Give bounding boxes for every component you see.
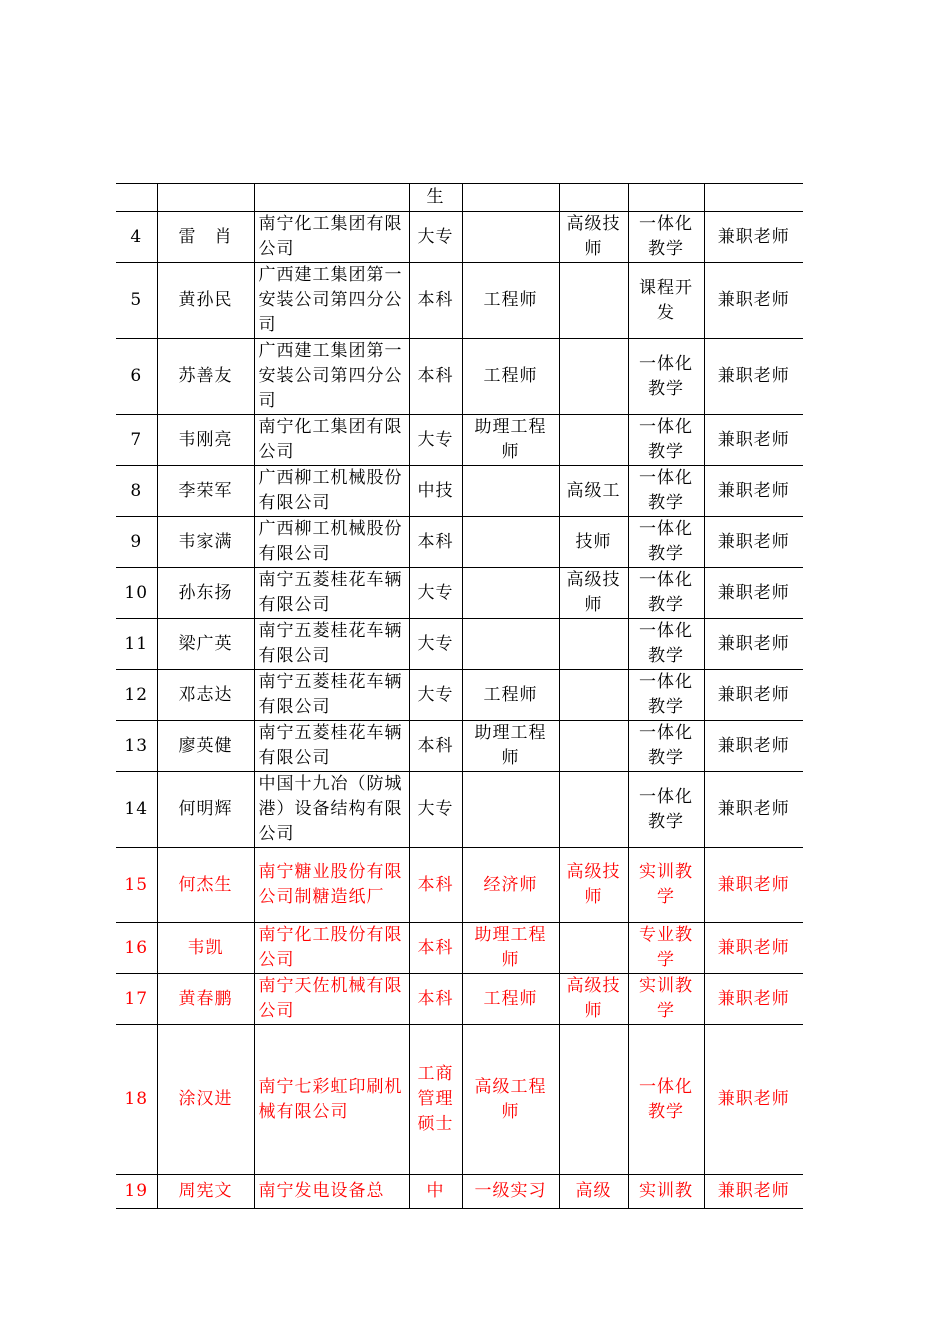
skill-level-cell: 高级工 xyxy=(559,466,628,517)
teaching-role-cell-text xyxy=(633,184,700,211)
professional-title-cell xyxy=(462,184,559,212)
education-cell-text: 中 xyxy=(426,1181,445,1201)
row-number: 15 xyxy=(116,848,157,923)
teaching-role-cell: 专业教学 xyxy=(628,923,704,974)
professional-title-cell: 助理工程师 xyxy=(462,415,559,466)
education-cell: 大专 xyxy=(409,568,462,619)
professional-title-cell xyxy=(462,517,559,568)
name-cell-text: 周宪文 xyxy=(178,1181,233,1201)
skill-level-cell: 高级技师 xyxy=(559,568,628,619)
row-number-text: 19 xyxy=(124,1181,149,1201)
table-row xyxy=(116,466,803,517)
table-row xyxy=(116,1175,803,1209)
company-cell: 广西柳工机械股份有限公司 xyxy=(254,517,409,568)
teacher-type-cell: 兼职老师 xyxy=(704,848,803,923)
table-row xyxy=(116,619,803,670)
skill-level-cell xyxy=(559,1175,628,1209)
teacher-type-cell: 兼职老师 xyxy=(704,974,803,1025)
skill-level-cell xyxy=(559,263,628,339)
name-cell-text xyxy=(162,184,250,211)
professional-title-cell xyxy=(462,619,559,670)
teaching-role-cell: 一体化教学 xyxy=(628,721,704,772)
teaching-role-cell: 一体化教学 xyxy=(628,1025,704,1175)
name-cell: 廖英健 xyxy=(157,721,254,772)
company-cell: 南宁五菱桂花车辆有限公司 xyxy=(254,568,409,619)
skill-level-cell xyxy=(559,1025,628,1175)
teacher-type-cell: 兼职老师 xyxy=(704,670,803,721)
table-row xyxy=(116,772,803,848)
company-cell xyxy=(254,1175,409,1209)
row-number xyxy=(116,1175,157,1209)
skill-level-cell-text: 高级 xyxy=(575,1181,612,1201)
company-cell-text xyxy=(259,184,405,211)
teaching-role-cell: 一体化教学 xyxy=(628,619,704,670)
teaching-role-cell: 一体化教学 xyxy=(628,772,704,848)
education-cell: 本科 xyxy=(409,848,462,923)
company-cell: 南宁化工集团有限公司 xyxy=(254,212,409,263)
company-cell-text: 南宁发电设备总 xyxy=(258,1181,385,1201)
professional-title-cell xyxy=(462,212,559,263)
skill-level-cell xyxy=(559,670,628,721)
professional-title-cell: 高级工程师 xyxy=(462,1025,559,1175)
company-cell xyxy=(254,184,409,212)
row-number: 12 xyxy=(116,670,157,721)
education-cell-text: 生 xyxy=(426,187,445,207)
teaching-role-cell xyxy=(628,1175,704,1209)
row-number: 16 xyxy=(116,923,157,974)
education-cell: 本科 xyxy=(409,923,462,974)
company-cell: 南宁五菱桂花车辆有限公司 xyxy=(254,619,409,670)
professional-title-cell: 工程师 xyxy=(462,670,559,721)
row-number: 7 xyxy=(116,415,157,466)
skill-level-cell xyxy=(559,772,628,848)
name-cell: 韦凯 xyxy=(157,923,254,974)
professional-title-cell: 助理工程师 xyxy=(462,923,559,974)
skill-level-cell xyxy=(559,184,628,212)
row-number: 10 xyxy=(116,568,157,619)
professional-title-cell xyxy=(462,466,559,517)
teacher-type-cell: 兼职老师 xyxy=(704,568,803,619)
education-cell: 本科 xyxy=(409,517,462,568)
name-cell: 孙东扬 xyxy=(157,568,254,619)
professional-title-cell xyxy=(462,772,559,848)
teacher-type-cell-text: 兼职老师 xyxy=(717,1181,790,1201)
professional-title-cell-text xyxy=(467,184,555,211)
teacher-type-cell: 兼职老师 xyxy=(704,619,803,670)
name-cell: 黄孙民 xyxy=(157,263,254,339)
teaching-role-cell: 实训教学 xyxy=(628,974,704,1025)
professional-title-cell: 工程师 xyxy=(462,974,559,1025)
table-row xyxy=(116,848,803,923)
name-cell: 邓志达 xyxy=(157,670,254,721)
row-number: 13 xyxy=(116,721,157,772)
name-cell: 李荣军 xyxy=(157,466,254,517)
teacher-type-cell: 兼职老师 xyxy=(704,923,803,974)
table-row xyxy=(116,263,803,339)
name-cell: 韦家满 xyxy=(157,517,254,568)
teacher-type-cell xyxy=(704,184,803,212)
name-cell: 黄春鹏 xyxy=(157,974,254,1025)
table-row xyxy=(116,974,803,1025)
teaching-role-cell: 一体化教学 xyxy=(628,339,704,415)
row-number: 18 xyxy=(116,1025,157,1175)
row-number: 5 xyxy=(116,263,157,339)
name-cell: 涂汉进 xyxy=(157,1025,254,1175)
table-body xyxy=(116,184,803,1209)
education-cell: 大专 xyxy=(409,415,462,466)
teacher-type-cell: 兼职老师 xyxy=(704,772,803,848)
teaching-role-cell: 一体化教学 xyxy=(628,212,704,263)
teacher-type-cell: 兼职老师 xyxy=(704,212,803,263)
education-cell: 大专 xyxy=(409,212,462,263)
row-number: 6 xyxy=(116,339,157,415)
skill-level-cell-text xyxy=(564,184,624,211)
professional-title-cell: 经济师 xyxy=(462,848,559,923)
name-cell xyxy=(157,1175,254,1209)
table-row xyxy=(116,212,803,263)
table-row xyxy=(116,415,803,466)
education-cell: 大专 xyxy=(409,619,462,670)
teacher-type-cell: 兼职老师 xyxy=(704,721,803,772)
education-cell: 本科 xyxy=(409,974,462,1025)
skill-level-cell xyxy=(559,619,628,670)
company-cell: 南宁七彩虹印刷机械有限公司 xyxy=(254,1025,409,1175)
skill-level-cell: 高级技师 xyxy=(559,848,628,923)
education-cell: 工商管理硕士 xyxy=(409,1025,462,1175)
professional-title-cell xyxy=(462,1175,559,1209)
table-row xyxy=(116,670,803,721)
teacher-type-cell: 兼职老师 xyxy=(704,415,803,466)
row-number-text xyxy=(120,184,153,211)
name-cell xyxy=(157,184,254,212)
table-row xyxy=(116,721,803,772)
teaching-role-cell xyxy=(628,184,704,212)
company-cell: 南宁糖业股份有限公司制糖造纸厂 xyxy=(254,848,409,923)
teaching-role-cell: 一体化教学 xyxy=(628,670,704,721)
row-number: 17 xyxy=(116,974,157,1025)
name-cell: 苏善友 xyxy=(157,339,254,415)
teaching-role-cell: 一体化教学 xyxy=(628,517,704,568)
education-cell xyxy=(409,1175,462,1209)
teacher-type-cell: 兼职老师 xyxy=(704,263,803,339)
professional-title-cell: 工程师 xyxy=(462,263,559,339)
education-cell xyxy=(409,184,462,212)
row-number: 4 xyxy=(116,212,157,263)
teaching-role-cell: 一体化教学 xyxy=(628,568,704,619)
professional-title-cell: 助理工程师 xyxy=(462,721,559,772)
company-cell: 南宁五菱桂花车辆有限公司 xyxy=(254,721,409,772)
teacher-type-cell: 兼职老师 xyxy=(704,466,803,517)
company-cell: 南宁五菱桂花车辆有限公司 xyxy=(254,670,409,721)
teacher-type-cell: 兼职老师 xyxy=(704,517,803,568)
company-cell: 广西建工集团第一安装公司第四分公司 xyxy=(254,339,409,415)
professional-title-cell: 工程师 xyxy=(462,339,559,415)
education-cell: 本科 xyxy=(409,263,462,339)
name-cell: 雷 肖 xyxy=(157,212,254,263)
name-cell: 何明辉 xyxy=(157,772,254,848)
teacher-type-cell xyxy=(704,1175,803,1209)
skill-level-cell xyxy=(559,923,628,974)
row-number xyxy=(116,184,157,212)
staff-table xyxy=(116,183,803,1209)
teacher-type-cell-text xyxy=(709,184,800,211)
company-cell: 广西柳工机械股份有限公司 xyxy=(254,466,409,517)
table-row xyxy=(116,568,803,619)
company-cell: 南宁化工股份有限公司 xyxy=(254,923,409,974)
row-number: 9 xyxy=(116,517,157,568)
table-row xyxy=(116,184,803,212)
teacher-type-cell: 兼职老师 xyxy=(704,1025,803,1175)
teaching-role-cell: 一体化教学 xyxy=(628,415,704,466)
name-cell: 何杰生 xyxy=(157,848,254,923)
company-cell: 广西建工集团第一安装公司第四分公司 xyxy=(254,263,409,339)
teaching-role-cell: 一体化教学 xyxy=(628,466,704,517)
teacher-type-cell: 兼职老师 xyxy=(704,339,803,415)
education-cell: 本科 xyxy=(409,721,462,772)
company-cell: 南宁天佐机械有限公司 xyxy=(254,974,409,1025)
table-row xyxy=(116,517,803,568)
row-number: 8 xyxy=(116,466,157,517)
education-cell: 大专 xyxy=(409,772,462,848)
table-row xyxy=(116,339,803,415)
skill-level-cell xyxy=(559,415,628,466)
professional-title-cell xyxy=(462,568,559,619)
skill-level-cell xyxy=(559,721,628,772)
name-cell: 韦刚亮 xyxy=(157,415,254,466)
skill-level-cell: 技师 xyxy=(559,517,628,568)
education-cell: 大专 xyxy=(409,670,462,721)
skill-level-cell: 高级技师 xyxy=(559,212,628,263)
teaching-role-cell: 课程开发 xyxy=(628,263,704,339)
teaching-role-cell: 实训教学 xyxy=(628,848,704,923)
company-cell: 南宁化工集团有限公司 xyxy=(254,415,409,466)
skill-level-cell: 高级技师 xyxy=(559,974,628,1025)
education-cell: 本科 xyxy=(409,339,462,415)
teaching-role-cell-text: 实训教 xyxy=(639,1181,693,1201)
education-cell: 中技 xyxy=(409,466,462,517)
skill-level-cell xyxy=(559,339,628,415)
table-row xyxy=(116,1025,803,1175)
table-row xyxy=(116,923,803,974)
professional-title-cell-text: 一级实习 xyxy=(474,1181,547,1201)
row-number: 11 xyxy=(116,619,157,670)
name-cell: 梁广英 xyxy=(157,619,254,670)
company-cell: 中国十九冶（防城港）设备结构有限公司 xyxy=(254,772,409,848)
row-number: 14 xyxy=(116,772,157,848)
